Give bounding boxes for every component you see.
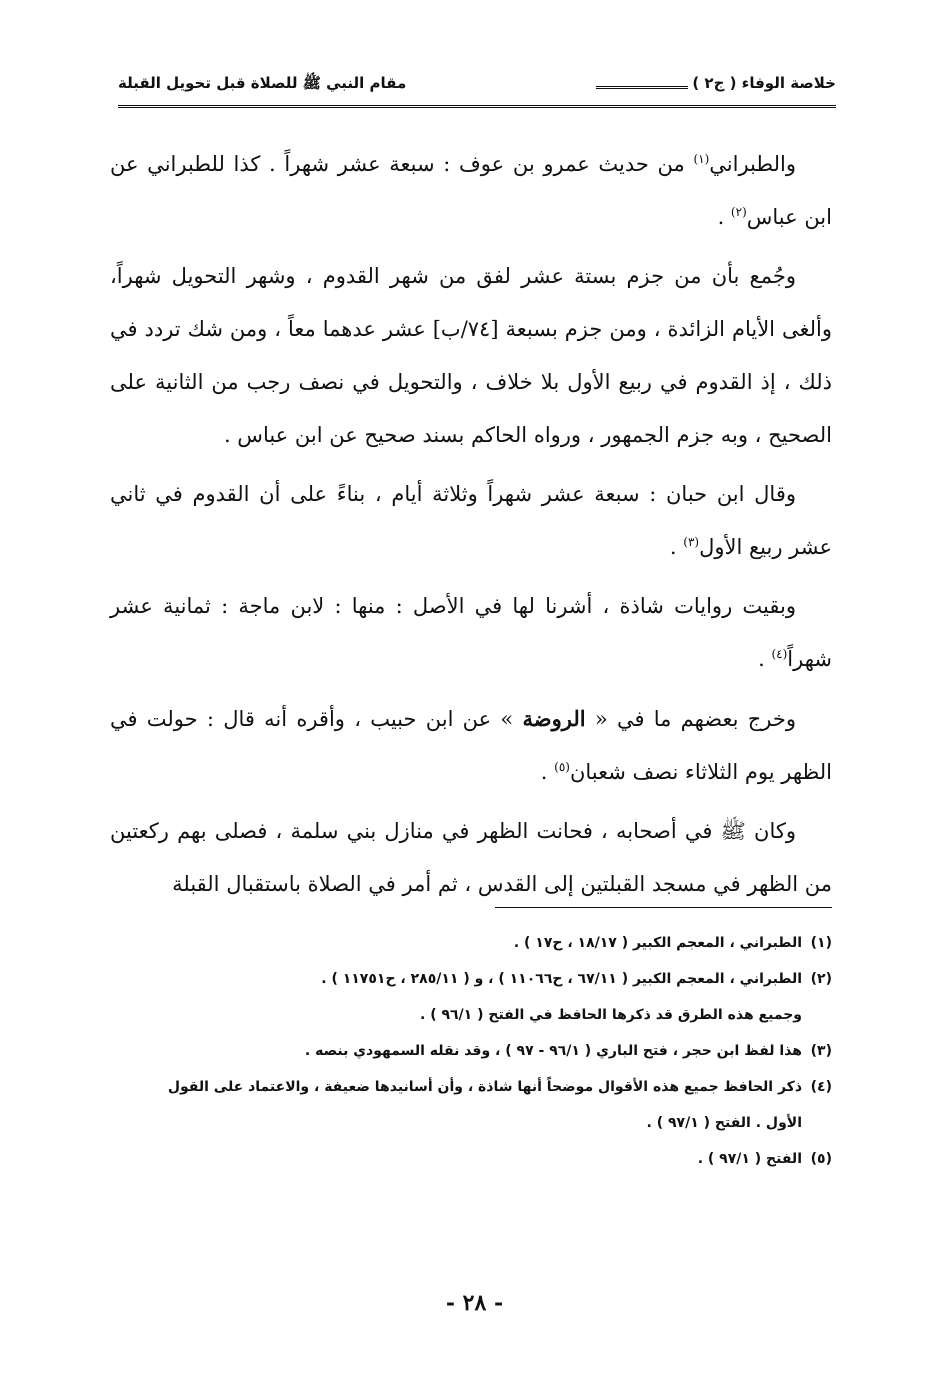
paragraph-6: وكان ﷺ في أصحابه ، فحانت الظهر في منازل بني سلمة ، فصلى بهم ركعتين من الظهر في مسجد القبلتين إلى القدس ، ثم أمر في الصلاة باستقبال القبلة [110, 819, 832, 896]
header-rule-ornament [596, 86, 688, 89]
footnote-separator [495, 907, 832, 908]
header-chapter-title: مقام النبي ﷺ للصلاة قبل تحويل القبلة [118, 74, 407, 92]
paragraph-text: وخرج بعضهم ما في « [585, 707, 796, 731]
paragraph-text: وبقيت روايات شاذة ، أشرنا لها في الأصل : منها : لابن ماجة : ثمانية عشر شهراً [110, 594, 832, 671]
paragraph-text: . [758, 647, 772, 671]
header-underline [118, 105, 836, 106]
footnote-ref: (٢) [730, 205, 747, 219]
paragraph-text: . [669, 535, 684, 559]
footnote-text: وجميع هذه الطرق قد ذكرها الحافظ في الفتح ( ٩٦/١ ) . [420, 1007, 802, 1023]
footnotes [110, 925, 832, 1177]
paragraph-text: وقال ابن حبان : سبعة عشر شهراً وثلاثة أيام ، بناءً على أن القدوم في ثاني عشر ربيع الأول [110, 482, 832, 559]
footnote [110, 1069, 832, 1141]
footnote-number: (٢) [810, 971, 832, 987]
footnote-text: الفتح ( ٩٧/١ ) . [697, 1151, 802, 1167]
footnote [110, 1141, 832, 1177]
footnote-text: الأول . الفتح ( ٩٧/١ ) . [646, 1115, 802, 1131]
main-text [110, 138, 832, 917]
footnote-ref: (٣) [683, 535, 700, 549]
book-title-emphasis: الروضة [522, 706, 586, 731]
footnote-ref: (٥) [554, 760, 570, 774]
paragraph-3 [110, 468, 832, 574]
footnote-text: الطبراني ، المعجم الكبير ( ١٨/١٧ ، ح١٧ ) . [513, 935, 802, 951]
running-header [118, 68, 836, 108]
paragraph-text: » عن ابن حبيب ، وأقره أنه قال : حولت في الظهر يوم الثلاثاء نصف شعبان [110, 707, 832, 784]
footnote-number: (٣) [810, 1043, 832, 1059]
paragraph-4 [110, 580, 832, 686]
footnote-number: (١) [810, 935, 832, 951]
footnote-ref: (١) [693, 152, 710, 166]
paragraph-1 [110, 138, 832, 244]
paragraph-5 [110, 692, 832, 799]
footnote-text: الطبراني ، المعجم الكبير ( ٦٧/١١ ، ح١١٠٦٦ ) ، و ( ٢٨٥/١١ ، ح١١٧٥١ ) . [321, 971, 802, 987]
paragraph-text: والطبراني [709, 152, 796, 176]
footnote [110, 1033, 832, 1069]
footnote [110, 961, 832, 1033]
paragraph-text: . [717, 205, 731, 229]
footnote-number: (٤) [810, 1079, 832, 1095]
footnote [110, 925, 832, 961]
paragraph-text: من حديث عمرو بن عوف : سبعة عشر شهراً . كذا للطبراني عن ابن عباس [110, 152, 832, 229]
page-number: - ٢٨ - [445, 1290, 504, 1316]
paragraph-2: وجُمع بأن من جزم بستة عشر لفق من شهر القدوم ، وشهر التحويل شهراً، وألغى الأيام الزائدة ، ومن جزم بسبعة [٧٤/ب] عشر عدهما معاً ، ومن شك تردد في ذلك ، إذ القدوم في ربيع الأول بلا خلاف ، والتحويل في نصف رجب من الثانية على الصحيح ، وبه جزم الجمهور ، ورواه الحاكم بسند صحيح عن ابن عباس . [110, 264, 832, 447]
footnote-ref: (٤) [771, 647, 788, 661]
footnote-number: (٥) [810, 1151, 832, 1167]
footnote-text: هذا لفظ ابن حجر ، فتح الباري ( ٩٦/١ - ٩٧ ) ، وقد نقله السمهودي بنصه . [304, 1043, 802, 1059]
header-underline-thin [118, 107, 836, 108]
footnote-text: ذكر الحافظ جميع هذه الأقوال موضحاً أنها شاذة ، وأن أسانيدها ضعيفة ، والاعتماد على القول [167, 1079, 802, 1095]
header-book-title: خلاصة الوفاء ( ج٢ ) [692, 74, 836, 92]
paragraph-text: . [540, 760, 555, 784]
